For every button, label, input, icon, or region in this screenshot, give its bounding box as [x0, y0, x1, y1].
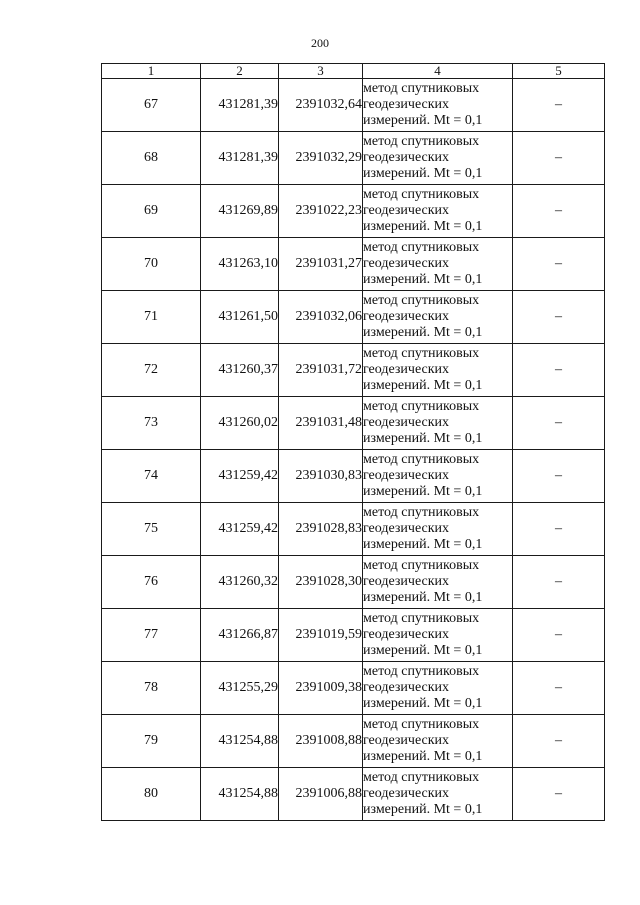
- y-coordinate-cell: 2391006,88: [279, 768, 363, 821]
- x-coordinate-cell: 431254,88: [201, 715, 279, 768]
- table-row: [102, 291, 605, 344]
- x-coordinate-cell: 431281,39: [201, 132, 279, 185]
- point-number-cell: 73: [102, 397, 201, 450]
- note-cell: –: [513, 132, 605, 185]
- method-cell: [363, 397, 513, 450]
- x-coordinate-cell: 431266,87: [201, 609, 279, 662]
- table-row: [102, 768, 605, 821]
- note-cell: –: [513, 291, 605, 344]
- method-cell: [363, 715, 513, 768]
- table-row: [102, 450, 605, 503]
- point-number-cell: 75: [102, 503, 201, 556]
- table-row: [102, 132, 605, 185]
- point-number-cell: 72: [102, 344, 201, 397]
- note-cell: –: [513, 344, 605, 397]
- method-line: метод спутниковых: [363, 611, 480, 626]
- method-line: геодезических: [363, 521, 450, 536]
- point-number-cell: 80: [102, 768, 201, 821]
- method-line: измерений. Mt = 0,1: [363, 537, 483, 552]
- method-line: измерений. Mt = 0,1: [363, 219, 483, 234]
- point-number-cell: 74: [102, 450, 201, 503]
- method-line: геодезических: [363, 574, 450, 589]
- method-line: геодезических: [363, 150, 450, 165]
- note-cell: –: [513, 450, 605, 503]
- method-cell: [363, 556, 513, 609]
- method-cell: [363, 609, 513, 662]
- method-cell: [363, 344, 513, 397]
- method-line: метод спутниковых: [363, 346, 480, 361]
- method-line: геодезических: [363, 786, 450, 801]
- table-row: [102, 609, 605, 662]
- method-line: метод спутниковых: [363, 134, 480, 149]
- method-line: измерений. Mt = 0,1: [363, 378, 483, 393]
- y-coordinate-cell: 2391028,83: [279, 503, 363, 556]
- point-number-cell: 76: [102, 556, 201, 609]
- x-coordinate-cell: 431269,89: [201, 185, 279, 238]
- y-coordinate-cell: 2391019,59: [279, 609, 363, 662]
- method-line: геодезических: [363, 256, 450, 271]
- method-line: измерений. Mt = 0,1: [363, 749, 483, 764]
- method-line: метод спутниковых: [363, 558, 480, 573]
- header-cell-4: 4: [363, 64, 513, 79]
- table-row: [102, 715, 605, 768]
- method-line: измерений. Mt = 0,1: [363, 802, 483, 817]
- method-line: метод спутниковых: [363, 240, 480, 255]
- method-line: измерений. Mt = 0,1: [363, 590, 483, 605]
- method-line: метод спутниковых: [363, 664, 480, 679]
- point-number-cell: 79: [102, 715, 201, 768]
- table-row: [102, 344, 605, 397]
- y-coordinate-cell: 2391022,23: [279, 185, 363, 238]
- table-row: [102, 662, 605, 715]
- method-cell: [363, 450, 513, 503]
- method-line: измерений. Mt = 0,1: [363, 431, 483, 446]
- method-line: геодезических: [363, 203, 450, 218]
- method-line: метод спутниковых: [363, 452, 480, 467]
- y-coordinate-cell: 2391031,72: [279, 344, 363, 397]
- method-line: измерений. Mt = 0,1: [363, 696, 483, 711]
- method-cell: [363, 79, 513, 132]
- header-row: [102, 64, 605, 79]
- y-coordinate-cell: 2391031,27: [279, 238, 363, 291]
- method-line: измерений. Mt = 0,1: [363, 484, 483, 499]
- method-line: геодезических: [363, 468, 450, 483]
- note-cell: –: [513, 397, 605, 450]
- note-cell: –: [513, 715, 605, 768]
- x-coordinate-cell: 431260,02: [201, 397, 279, 450]
- x-coordinate-cell: 431261,50: [201, 291, 279, 344]
- x-coordinate-cell: 431254,88: [201, 768, 279, 821]
- method-line: геодезических: [363, 362, 450, 377]
- table-row: [102, 503, 605, 556]
- method-line: метод спутниковых: [363, 81, 480, 96]
- x-coordinate-cell: 431255,29: [201, 662, 279, 715]
- method-line: геодезических: [363, 97, 450, 112]
- method-line: геодезических: [363, 733, 450, 748]
- y-coordinate-cell: 2391032,64: [279, 79, 363, 132]
- method-line: измерений. Mt = 0,1: [363, 325, 483, 340]
- method-line: измерений. Mt = 0,1: [363, 643, 483, 658]
- method-line: геодезических: [363, 309, 450, 324]
- y-coordinate-cell: 2391032,06: [279, 291, 363, 344]
- x-coordinate-cell: 431281,39: [201, 79, 279, 132]
- page-number: 200: [311, 36, 329, 50]
- table-body: [102, 64, 605, 821]
- method-line: измерений. Mt = 0,1: [363, 272, 483, 287]
- method-line: метод спутниковых: [363, 717, 480, 732]
- table-row: [102, 238, 605, 291]
- method-line: геодезических: [363, 627, 450, 642]
- note-cell: –: [513, 185, 605, 238]
- x-coordinate-cell: 431260,32: [201, 556, 279, 609]
- note-cell: –: [513, 556, 605, 609]
- coordinates-table: [101, 63, 605, 821]
- method-cell: [363, 291, 513, 344]
- point-number-cell: 70: [102, 238, 201, 291]
- table-row: [102, 397, 605, 450]
- method-line: измерений. Mt = 0,1: [363, 166, 483, 181]
- point-number-cell: 78: [102, 662, 201, 715]
- method-cell: [363, 132, 513, 185]
- method-line: метод спутниковых: [363, 293, 480, 308]
- point-number-cell: 69: [102, 185, 201, 238]
- point-number-cell: 77: [102, 609, 201, 662]
- method-cell: [363, 503, 513, 556]
- y-coordinate-cell: 2391030,83: [279, 450, 363, 503]
- method-cell: [363, 768, 513, 821]
- method-line: метод спутниковых: [363, 187, 480, 202]
- note-cell: –: [513, 238, 605, 291]
- method-cell: [363, 662, 513, 715]
- y-coordinate-cell: 2391032,29: [279, 132, 363, 185]
- note-cell: –: [513, 79, 605, 132]
- point-number-cell: 71: [102, 291, 201, 344]
- note-cell: –: [513, 768, 605, 821]
- y-coordinate-cell: 2391031,48: [279, 397, 363, 450]
- header-cell-1: 1: [102, 64, 201, 79]
- point-number-cell: 67: [102, 79, 201, 132]
- note-cell: –: [513, 609, 605, 662]
- point-number-cell: 68: [102, 132, 201, 185]
- x-coordinate-cell: 431263,10: [201, 238, 279, 291]
- table-row: [102, 79, 605, 132]
- y-coordinate-cell: 2391008,88: [279, 715, 363, 768]
- method-line: метод спутниковых: [363, 770, 480, 785]
- method-cell: [363, 185, 513, 238]
- method-line: геодезических: [363, 415, 450, 430]
- note-cell: –: [513, 662, 605, 715]
- x-coordinate-cell: 431259,42: [201, 503, 279, 556]
- y-coordinate-cell: 2391028,30: [279, 556, 363, 609]
- method-line: измерений. Mt = 0,1: [363, 113, 483, 128]
- table-row: [102, 185, 605, 238]
- note-cell: –: [513, 503, 605, 556]
- y-coordinate-cell: 2391009,38: [279, 662, 363, 715]
- header-cell-2: 2: [201, 64, 279, 79]
- method-cell: [363, 238, 513, 291]
- table-row: [102, 556, 605, 609]
- method-line: метод спутниковых: [363, 399, 480, 414]
- x-coordinate-cell: 431259,42: [201, 450, 279, 503]
- method-line: геодезических: [363, 680, 450, 695]
- header-cell-5: 5: [513, 64, 605, 79]
- method-line: метод спутниковых: [363, 505, 480, 520]
- header-cell-3: 3: [279, 64, 363, 79]
- x-coordinate-cell: 431260,37: [201, 344, 279, 397]
